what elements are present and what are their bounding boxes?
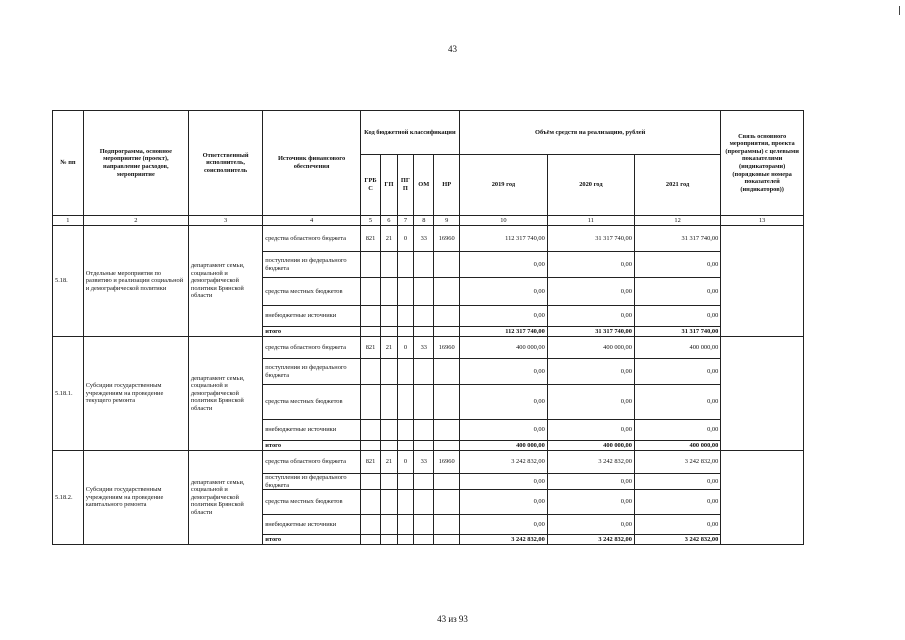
amount-2019: 400 000,00 [459,337,547,359]
column-number-row [53,216,804,226]
empty-cell [360,327,380,337]
table-row [53,451,804,474]
total-2021: 31 317 740,00 [634,327,720,337]
amount-2020: 0,00 [547,420,634,441]
funding-source: внебюджетные источники [263,306,361,327]
code-nr [434,474,460,490]
code-nr: 16960 [434,337,460,359]
indicator-link [721,451,804,545]
total-2019: 3 242 832,00 [459,535,547,545]
code-gp [381,474,398,490]
code-nr [434,490,460,515]
code-grbs: 821 [360,226,380,252]
responsible-executor: департамент семьи, социальной и демографической политики Брянской области [188,226,262,337]
empty-cell [381,327,398,337]
empty-cell [414,535,434,545]
funding-source: внебюджетные источники [263,515,361,535]
empty-cell [360,535,380,545]
code-gp [381,359,398,385]
code-nr [434,359,460,385]
total-2019: 400 000,00 [459,441,547,451]
amount-2020: 0,00 [547,490,634,515]
code-gp [381,306,398,327]
row-number: 5.18. [53,226,84,337]
funding-source: средства местных бюджетов [263,490,361,515]
amount-2021: 0,00 [634,420,720,441]
header-2020: 2020 год [547,155,634,216]
empty-cell [434,535,460,545]
total-label: итого [263,327,361,337]
code-grbs [360,252,380,278]
header-pgp: ПГ П [397,155,414,216]
empty-cell [397,441,414,451]
empty-cell [381,441,398,451]
amount-2019: 112 317 740,00 [459,226,547,252]
code-gp [381,490,398,515]
responsible-executor: департамент семьи, социальной и демографической политики Брянской области [188,451,262,545]
code-pgp [397,490,414,515]
code-gp [381,385,398,420]
code-pgp [397,515,414,535]
funding-source: средства местных бюджетов [263,278,361,306]
code-nr: 16960 [434,451,460,474]
header-nr: НР [434,155,460,216]
code-grbs [360,385,380,420]
code-pgp [397,474,414,490]
code-pgp [397,420,414,441]
budget-table [52,110,804,545]
code-om [414,252,434,278]
total-label: итого [263,535,361,545]
empty-cell [434,441,460,451]
empty-cell [434,327,460,337]
column-number: 7 [397,216,414,226]
code-om [414,306,434,327]
total-2021: 400 000,00 [634,441,720,451]
amount-2021: 31 317 740,00 [634,226,720,252]
code-grbs [360,474,380,490]
total-2020: 3 242 832,00 [547,535,634,545]
code-pgp: 0 [397,451,414,474]
page-counter: 43 из 93 [437,614,468,624]
code-om [414,278,434,306]
column-number: 1 [53,216,84,226]
amount-2021: 0,00 [634,490,720,515]
header-no: № пп [53,111,84,216]
funding-source: поступления из федерального бюджета [263,474,361,490]
amount-2020: 31 317 740,00 [547,226,634,252]
column-number: 4 [263,216,361,226]
amount-2019: 0,00 [459,385,547,420]
funding-source: поступления из федерального бюджета [263,359,361,385]
column-number: 9 [434,216,460,226]
code-nr: 16960 [434,226,460,252]
amount-2021: 0,00 [634,278,720,306]
column-number: 6 [381,216,398,226]
responsible-executor: департамент семьи, социальной и демографической политики Брянской области [188,337,262,451]
indicator-link [721,226,804,337]
page-edge-mark [899,6,900,15]
code-grbs [360,420,380,441]
column-number: 3 [188,216,262,226]
funding-source: средства местных бюджетов [263,385,361,420]
column-number: 8 [414,216,434,226]
code-om: 33 [414,451,434,474]
code-nr [434,385,460,420]
header-source: Источник финансового обеспечения [263,111,361,216]
code-pgp [397,252,414,278]
header-volume-group: Объём средств на реализацию, рублей [459,111,720,155]
amount-2020: 0,00 [547,278,634,306]
header-responsible: Ответственный исполнитель, соисполнитель [188,111,262,216]
amount-2021: 3 242 832,00 [634,451,720,474]
code-om [414,474,434,490]
total-label: итого [263,441,361,451]
header-code-group: Код бюджетной классификации [360,111,459,155]
amount-2019: 0,00 [459,515,547,535]
code-nr [434,306,460,327]
amount-2019: 0,00 [459,278,547,306]
amount-2019: 0,00 [459,359,547,385]
code-om: 33 [414,337,434,359]
code-gp [381,278,398,306]
page-number-top: 43 [448,44,457,54]
column-number: 2 [83,216,188,226]
code-om [414,420,434,441]
program-name: Субсидии государственным учреждениям на проведение капитального ремонта [83,451,188,545]
column-number: 10 [459,216,547,226]
table-row [53,337,804,359]
header-2019: 2019 год [459,155,547,216]
row-number: 5.18.2. [53,451,84,545]
total-2020: 400 000,00 [547,441,634,451]
funding-source: средства областного бюджета [263,451,361,474]
code-grbs [360,359,380,385]
funding-source: поступления из федерального бюджета [263,252,361,278]
total-2019: 112 317 740,00 [459,327,547,337]
code-grbs [360,306,380,327]
code-pgp [397,359,414,385]
header-om: ОМ [414,155,434,216]
empty-cell [381,535,398,545]
row-number: 5.18.1. [53,337,84,451]
amount-2021: 0,00 [634,474,720,490]
amount-2019: 0,00 [459,420,547,441]
code-grbs: 821 [360,451,380,474]
code-gp [381,420,398,441]
funding-source: внебюджетные источники [263,420,361,441]
amount-2020: 0,00 [547,474,634,490]
column-number: 5 [360,216,380,226]
total-2021: 3 242 832,00 [634,535,720,545]
empty-cell [414,441,434,451]
amount-2020: 0,00 [547,515,634,535]
funding-source: средства областного бюджета [263,337,361,359]
total-2020: 31 317 740,00 [547,327,634,337]
table-row [53,226,804,252]
amount-2019: 0,00 [459,252,547,278]
code-gp: 21 [381,226,398,252]
amount-2020: 0,00 [547,252,634,278]
code-pgp [397,278,414,306]
code-gp: 21 [381,337,398,359]
amount-2020: 400 000,00 [547,337,634,359]
amount-2019: 0,00 [459,474,547,490]
code-om [414,515,434,535]
amount-2020: 0,00 [547,385,634,420]
code-gp: 21 [381,451,398,474]
amount-2021: 0,00 [634,252,720,278]
funding-source: средства областного бюджета [263,226,361,252]
code-pgp: 0 [397,226,414,252]
header-2021: 2021 год [634,155,720,216]
code-nr [434,252,460,278]
code-gp [381,515,398,535]
header-program: Подпрограмма, основное мероприятие (проект), направление расходов, мероприятие [83,111,188,216]
code-grbs [360,515,380,535]
amount-2021: 0,00 [634,306,720,327]
code-pgp: 0 [397,337,414,359]
code-om [414,359,434,385]
column-number: 13 [721,216,804,226]
code-gp [381,252,398,278]
code-grbs: 821 [360,337,380,359]
amount-2021: 0,00 [634,359,720,385]
header-link: Связь основного мероприятия, проекта (программы) с целевыми показателями (индикаторами) (порядковые номера показателей (индикаторов)) [721,111,804,216]
column-number: 11 [547,216,634,226]
indicator-link [721,337,804,451]
empty-cell [360,441,380,451]
amount-2020: 0,00 [547,306,634,327]
code-nr [434,515,460,535]
empty-cell [414,327,434,337]
amount-2021: 0,00 [634,515,720,535]
amount-2020: 0,00 [547,359,634,385]
code-pgp [397,385,414,420]
code-om [414,490,434,515]
code-nr [434,278,460,306]
amount-2020: 3 242 832,00 [547,451,634,474]
code-om [414,385,434,420]
code-om: 33 [414,226,434,252]
amount-2021: 400 000,00 [634,337,720,359]
code-nr [434,420,460,441]
empty-cell [397,327,414,337]
code-pgp [397,306,414,327]
column-number: 12 [634,216,720,226]
amount-2019: 0,00 [459,490,547,515]
amount-2019: 3 242 832,00 [459,451,547,474]
header-gp: ГП [381,155,398,216]
program-name: Субсидии государственным учреждениям на проведение текущего ремонта [83,337,188,451]
code-grbs [360,278,380,306]
header-grbs: ГРБ С [360,155,380,216]
empty-cell [397,535,414,545]
program-name: Отдельные мероприятия по развитию и реализации социальной и демографической политики [83,226,188,337]
code-grbs [360,490,380,515]
amount-2019: 0,00 [459,306,547,327]
amount-2021: 0,00 [634,385,720,420]
